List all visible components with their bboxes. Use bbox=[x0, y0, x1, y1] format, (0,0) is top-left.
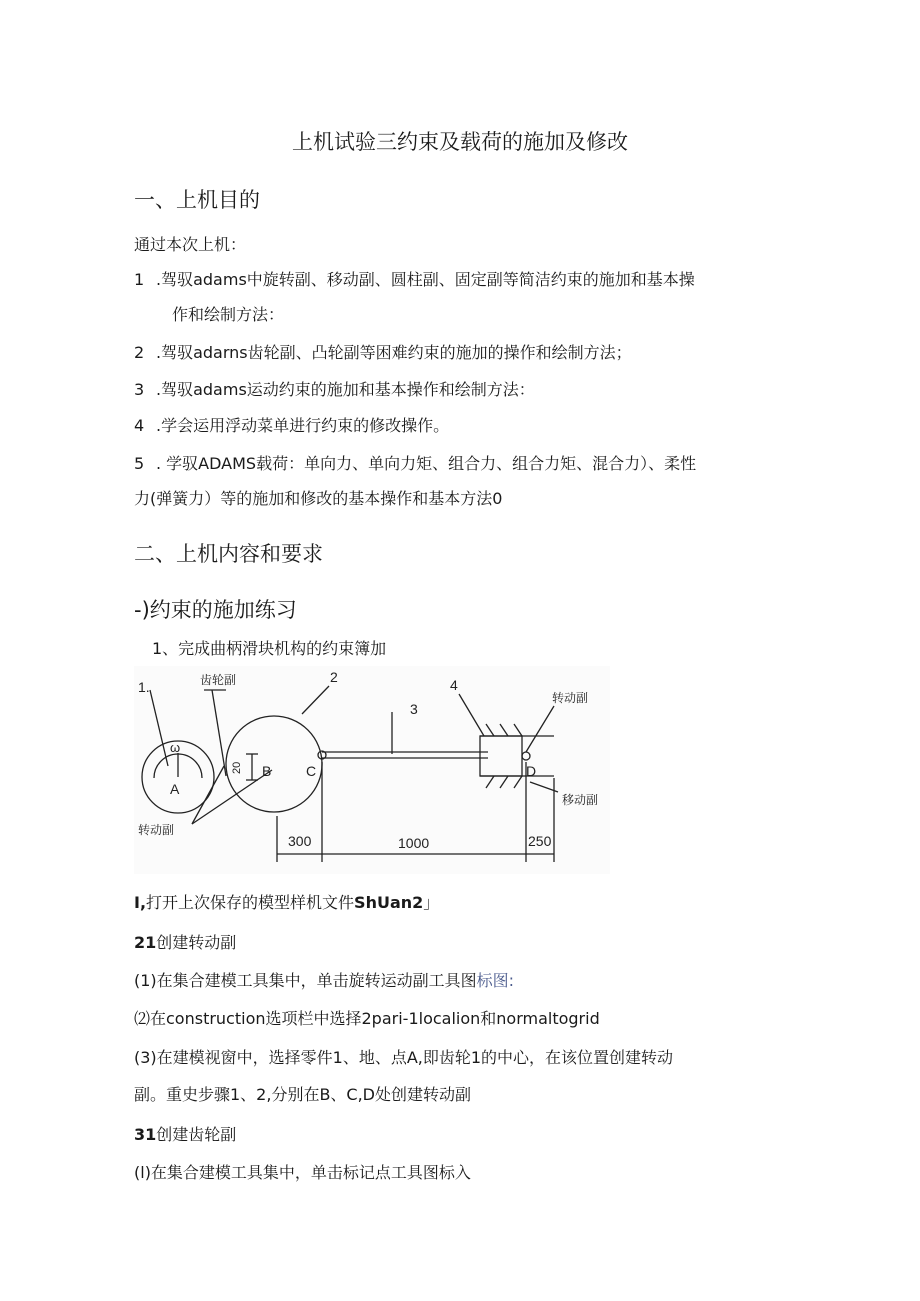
part2-label: 2 bbox=[330, 669, 338, 685]
step2-line1 bbox=[134, 968, 514, 991]
translational-label: 移动副 bbox=[562, 793, 599, 807]
step-prefix: I, bbox=[134, 893, 147, 912]
intro-text: 通过本次上机： bbox=[134, 235, 247, 254]
revolute-top-label: 转动副 bbox=[552, 691, 589, 705]
list-item bbox=[134, 413, 449, 436]
list-item-continuation: 力(弹簧力）等的施加和修改的基本操作和基本方法0 bbox=[134, 489, 503, 508]
hatch bbox=[500, 724, 508, 736]
page-title: 上机试验三约束及载荷的施加及修改 bbox=[292, 130, 628, 154]
dim-250-label: 250 bbox=[528, 833, 552, 849]
file-name: ShUan2 bbox=[354, 893, 424, 912]
point-a-label: A bbox=[170, 781, 180, 797]
gear-pair-pointer bbox=[212, 690, 226, 776]
list-item-text: .驾驭adams运动约束的施加和基本操作和绘制方法： bbox=[156, 380, 535, 399]
revolute-pointer-a bbox=[192, 766, 224, 824]
list-item-number: 3 bbox=[134, 380, 145, 399]
revolute-pointer-b bbox=[192, 770, 272, 824]
mechanism-figure bbox=[134, 666, 610, 874]
list-item-continuation: 作和绘制方法： bbox=[172, 305, 285, 324]
list-item-number: 1 bbox=[134, 270, 145, 289]
step-text: 打开上次保存的模型样机文件 bbox=[146, 893, 355, 912]
icon-link[interactable]: 标图: bbox=[476, 971, 515, 990]
point-c-label: C bbox=[306, 763, 317, 779]
part1-label: 1. bbox=[138, 679, 150, 695]
section1-heading: 一、上机目的 bbox=[134, 188, 260, 212]
step2-line3: (3)在建模视窗中，选择零件1、地、点A,即齿轮1的中心，在该位置创建转动 bbox=[134, 1048, 674, 1067]
list-item-text: .驾驭adams中旋转副、移动副、圆柱副、固定副等简洁约束的施加和基本操 bbox=[156, 270, 695, 289]
point-d-label: D bbox=[526, 763, 537, 779]
step2-line4: 副。重史步骤1、2,分别在B、C,D处创建转动副 bbox=[134, 1085, 472, 1104]
step-heading-text: 创建转动副 bbox=[156, 933, 237, 952]
gear-pair-label: 齿轮副 bbox=[200, 673, 237, 687]
list-item-text: . 学驭ADAMS载荷：单向力、单向力矩、组合力、组合力矩、混合力）、柔性 bbox=[156, 454, 697, 473]
list-item-text: .驾驭adarns齿轮副、凸轮副等困难约束的施加的操作和绘制方法； bbox=[156, 343, 632, 362]
step2-heading bbox=[134, 930, 236, 953]
hatch bbox=[514, 776, 522, 788]
part1-pointer bbox=[150, 690, 168, 766]
dim-300-label: 300 bbox=[288, 833, 312, 849]
slider-block bbox=[480, 736, 522, 776]
step-end: 」 bbox=[423, 893, 440, 912]
section2-heading: 二、上机内容和要求 bbox=[134, 542, 323, 566]
mechanism-diagram bbox=[134, 666, 610, 874]
step-number: 21 bbox=[134, 933, 157, 952]
list-item bbox=[134, 267, 695, 290]
part3-label: 3 bbox=[410, 701, 418, 717]
part2-pointer bbox=[302, 686, 329, 714]
part4-pointer bbox=[459, 694, 484, 736]
list-item-number: 4 bbox=[134, 416, 145, 435]
list-item bbox=[134, 340, 632, 363]
step3-heading bbox=[134, 1122, 236, 1145]
hatch bbox=[486, 776, 494, 788]
part4-label: 4 bbox=[450, 677, 458, 693]
figure-caption: 1、完成曲柄滑块机构的约束簿加 bbox=[152, 639, 387, 658]
hatch bbox=[514, 724, 522, 736]
revolute-top-pointer bbox=[526, 706, 554, 752]
step-open-file bbox=[134, 890, 439, 913]
list-item-number: 2 bbox=[134, 343, 145, 362]
omega-label: ω bbox=[170, 740, 181, 755]
list-item bbox=[134, 377, 535, 400]
revolute-bottom-label: 转动副 bbox=[138, 823, 175, 837]
step-text: (1)在集合建模工具集中，单击旋转运动副工具图 bbox=[134, 971, 477, 990]
list-item-text: .学会运用浮动菜单进行约束的修改操作。 bbox=[156, 416, 450, 435]
step3-line1: (l)在集合建模工具集中，单击标记点工具图标入 bbox=[134, 1163, 471, 1182]
step2-line2: ⑵在construction选项栏中选择2pari-1localion和normaltogrid bbox=[134, 1009, 600, 1028]
list-item-number: 5 bbox=[134, 454, 145, 473]
hatch bbox=[500, 776, 508, 788]
dim-20-label: 20 bbox=[231, 761, 243, 774]
step-number: 31 bbox=[134, 1125, 157, 1144]
list-item bbox=[134, 451, 696, 474]
point-b-label: B bbox=[262, 763, 272, 779]
hatch bbox=[486, 724, 494, 736]
step-heading-text: 创建齿轮副 bbox=[156, 1125, 237, 1144]
dim-1000-label: 1000 bbox=[398, 835, 430, 851]
joint-d bbox=[522, 752, 530, 760]
subsection-heading: -)约束的施加练习 bbox=[134, 598, 297, 622]
